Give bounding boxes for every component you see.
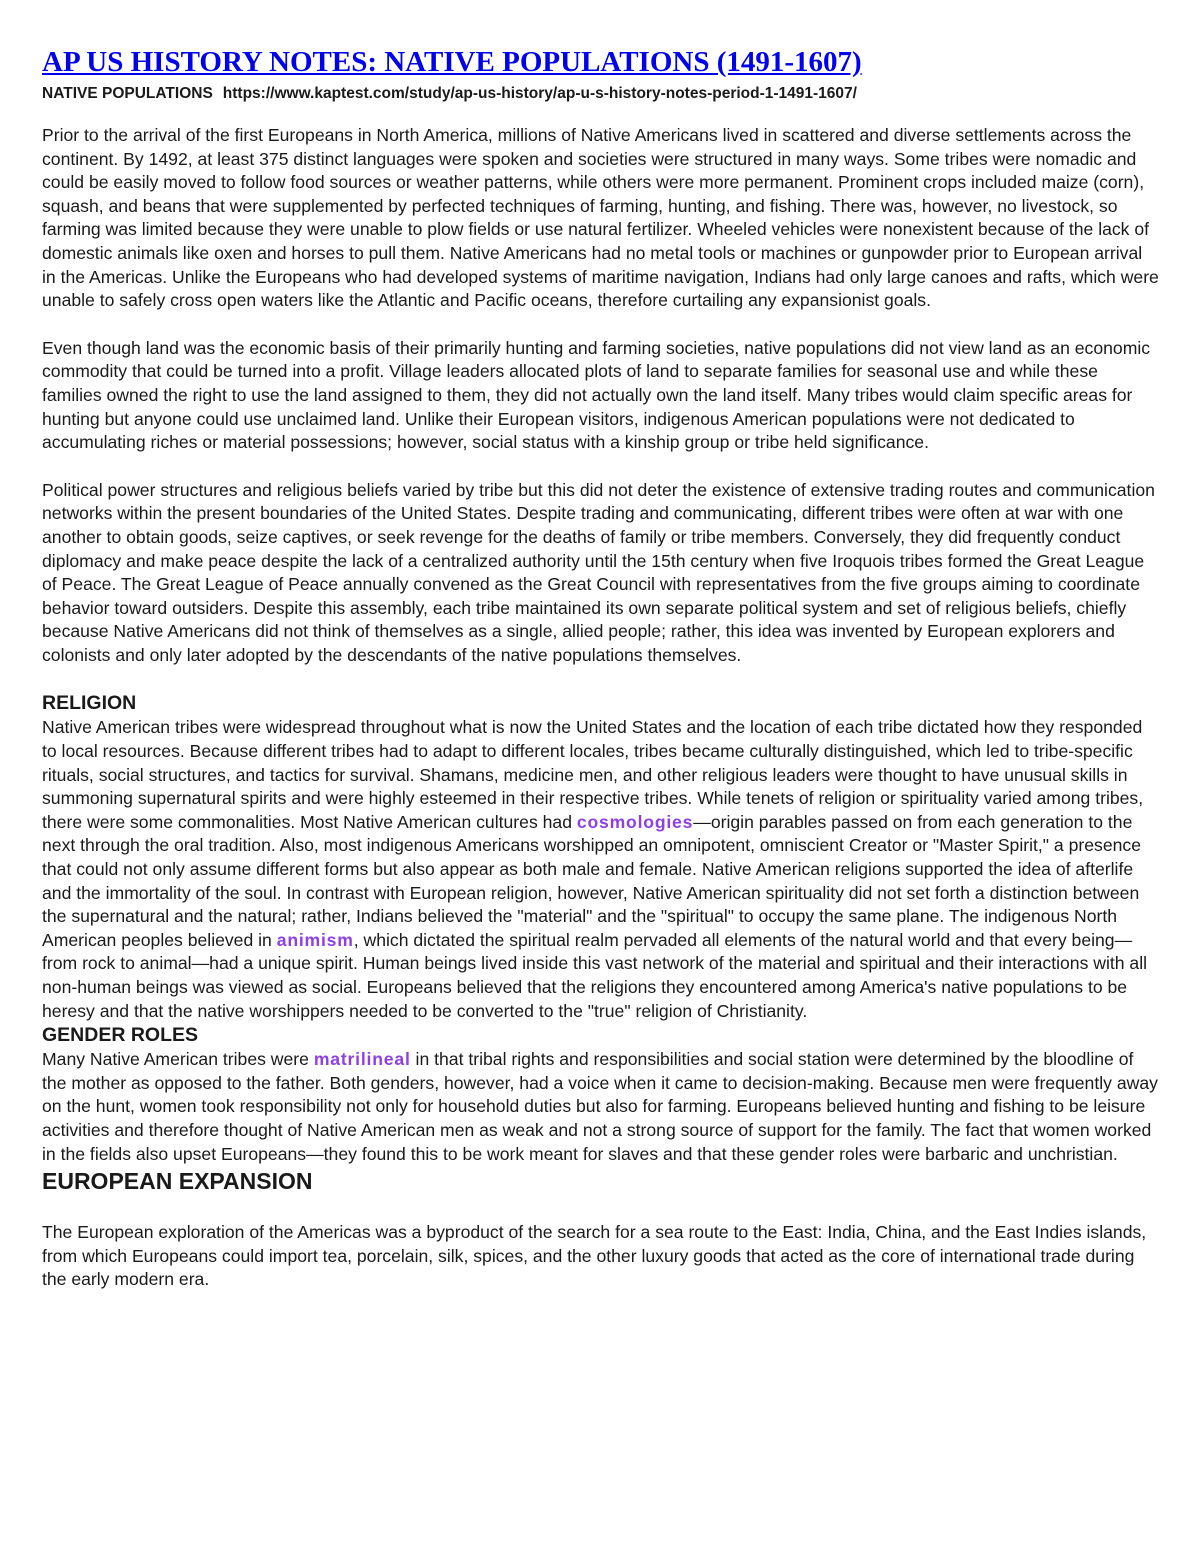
religion-heading: RELIGION [42, 692, 137, 715]
source-url: https://www.kaptest.com/study/ap-us-history/ap-u-s-history-notes-period-1-1491-1607/ [222, 85, 857, 102]
intro-paragraph-2: Even though land was the economic basis of their primarily hunting and farming societies, native populations did not view land as an economic commodity that could be turned into a profit. Village leaders allocated plots of land to separate families for seasonal use and while these families owned the right to use the land assigned to them, they did not actually own the land itself. Many tribes would claim specific areas for hunting but anyone could use unclaimed land. Unlike their European visitors, indigenous American populations were not dedicated to accumulating riches or material possessions; however, social status with a kinship group or tribe held significance. [42, 337, 1151, 453]
source-line [42, 84, 1160, 104]
gender-roles-heading: GENDER ROLES [42, 1024, 199, 1047]
intro-paragraph-3: Political power structures and religious beliefs varied by tribe but this did not deter the existence of extensive trading routes and communication networks within the present boundaries of the United States. Despite trading and communicating, different tribes were often at war with one another to obtain goods, seize captives, or seek revenge for the deaths of family or tribe members. Conversely, they did frequently conduct diplomacy and make peace despite the lack of a centralized authority until the 15th century when five Iroquois tribes formed the Great League of Peace. The Great League of Peace annually convened as the Great Council with representatives from the five groups aiming to coordinate behavior toward outsiders. Despite this assembly, each tribe maintained its own separate political system and set of religious beliefs, chiefly because Native Americans did not think of themselves as a single, allied people; rather, this idea was invented by European explorers and colonists and only later adopted by the descendants of the native populations themselves. [42, 479, 1155, 665]
european-expansion-paragraph: The European exploration of the Americas was a byproduct of the search for a sea route to the East: India, China, and the East Indies islands, from which Europeans could import tea, porcelain, silk, spices, and the other luxury goods that acted as the core of international trade during the early modern era. [42, 1222, 1147, 1290]
religion-text-1: Native American tribes were widespread throughout what is now the United States and the location of each tribe dictated how they responded to local resources. Because different tribes had to adapt to different locales, tribes became culturally distinguished, which led to tribe-specific rituals, social structures, and tactics for survival. Shamans, medicine men, and other religious leaders were thought to have unusual skills in summoning supernatural spirits and were highly esteemed in their respective tribes. While tenets of religion or spirituality varied among tribes, there were some commonalities. Most Native American cultures had [42, 717, 1144, 832]
term-matrilineal: matrilineal [313, 1049, 411, 1070]
term-animism: animism [276, 929, 354, 950]
source-label: NATIVE POPULATIONS [42, 85, 213, 102]
religion-paragraph [42, 716, 1160, 1023]
gender-text-1: Many Native American tribes were [42, 1049, 314, 1070]
gender-roles-paragraph [42, 1048, 1160, 1166]
document-title-link[interactable]: AP US HISTORY NOTES: NATIVE POPULATIONS (1491-1607) [42, 46, 862, 78]
gender-text-2: in that tribal rights and responsibilities and social station were determined by the bloodline of the mother as opposed to the father. Both genders, however, had a voice when it came to decision-making. Because men were frequently away on the hunt, women took responsibility not only for household duties but also for farming. Europeans believed hunting and fishing to be leisure activities and therefore thought of Native American men as weak and not a strong source of support for the family. The fact that women worked in the fields also upset Europeans—they found this to be work meant for slaves and that these gender roles were barbaric and unchristian. [42, 1049, 1158, 1164]
religion-text-3: , which dictated the spiritual realm pervaded all elements of the natural world and that every being—from rock to animal—had a unique spirit. Human beings lived inside this vast network of the material and spiritual and their interactions with all non-human beings was viewed as social. Europeans believed that the religions they encountered among America's native populations to be heresy and that the native worshippers needed to be converted to the "true" religion of Christianity. [42, 929, 1148, 1021]
european-expansion-heading: EUROPEAN EXPANSION [42, 1168, 313, 1195]
intro-paragraph-1: Prior to the arrival of the first Europeans in North America, millions of Native Americans lived in scattered and diverse settlements across the continent. By 1492, at least 375 distinct languages were spoken and societies were structured in many ways. Some tribes were nomadic and could be easily moved to follow food sources or weather patterns, while others were more permanent. Prominent crops included maize (corn), squash, and beans that were supplemented by perfected techniques of farming, hunting, and fishing. There was, however, no livestock, so farming was limited because they were unable to plow fields or use natural fertilizer. Wheeled vehicles were nonexistent because of the lack of domestic animals like oxen and horses to pull them. Native Americans had no metal tools or machines or gunpowder prior to European arrival in the Americas. Unlike the Europeans who had developed systems of maritime navigation, Indians had only large canoes and rafts, which were unable to safely cross open waters like the Atlantic and Pacific oceans, therefore curtailing any expansionist goals. [42, 125, 1159, 311]
religion-text-2: —origin parables passed on from each generation to the next through the oral tradition. Also, most indigenous Americans worshipped an omnipotent, omniscient Creator or "Master Spirit," a presence that could not only assume different forms but also appear as both male and female. Native American religions supported the idea of afterlife and the immortality of the soul. In contrast with European religion, however, Native American spirituality did not set forth a distinction between the supernatural and the natural; rather, Indians believed the "material" and the "spiritual" to occupy the same plane. The indigenous North American peoples believed in [42, 811, 1141, 950]
term-cosmologies: cosmologies [576, 811, 694, 832]
